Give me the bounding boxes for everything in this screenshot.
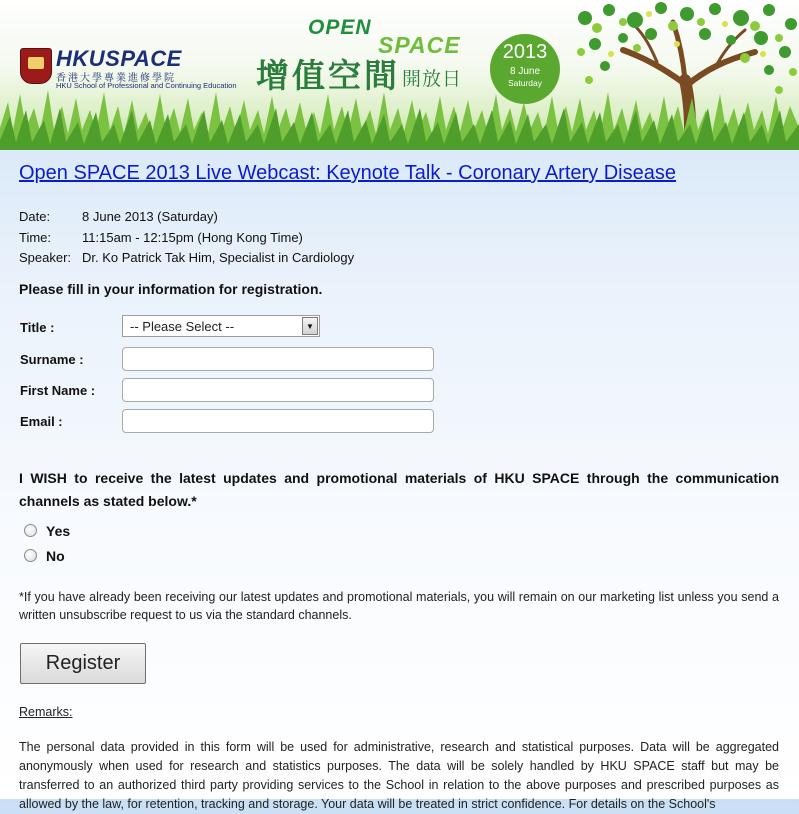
event-time-row — [19, 230, 303, 245]
consent-no-option[interactable] — [24, 548, 65, 564]
logo-english-name: HKU School of Professional and Continuing Education — [56, 81, 237, 90]
consent-question: I WISH to receive the latest updates and promotional materials of HKU SPACE through the communication channels as stated below.* — [19, 470, 779, 509]
email-label: Email : — [20, 414, 63, 429]
title-select[interactable] — [122, 315, 320, 337]
radio-yes[interactable] — [24, 524, 37, 537]
register-button[interactable]: Register — [20, 643, 146, 684]
hku-crest-logo — [20, 48, 52, 84]
badge-date: 8 June — [509, 66, 541, 77]
time-label: Time: — [19, 230, 52, 245]
open-space-logo-open: OPEN — [308, 16, 372, 39]
badge-day: Saturday — [507, 78, 543, 88]
open-space-logo-space: SPACE — [378, 32, 461, 58]
time-value: 11:15am - 12:15pm (Hong Kong Time) — [82, 230, 303, 245]
event-speaker-row — [19, 250, 354, 265]
remarks-label: Remarks: — [19, 705, 73, 719]
registration-heading: Please fill in your information for registration. — [19, 281, 323, 297]
speaker-label: Speaker: — [19, 250, 72, 265]
radio-yes-label: Yes — [46, 523, 71, 539]
first-name-label: First Name : — [20, 383, 96, 398]
title-label: Title : — [20, 320, 55, 335]
webcast-title-link[interactable]: Open SPACE 2013 Live Webcast: Keynote Talk - Coronary Artery Disease — [19, 162, 676, 184]
consent-yes-option[interactable] — [24, 523, 70, 539]
grass-illustration — [0, 80, 799, 150]
date-label: Date: — [19, 209, 51, 224]
logo-chinese-name: 香港大學專業進修學院 — [56, 73, 176, 84]
first-name-input[interactable] — [122, 378, 434, 402]
logo-wordmark: HKUSPACE — [56, 46, 182, 71]
email-input[interactable] — [122, 409, 434, 433]
surname-label: Surname : — [20, 352, 84, 367]
speaker-value: Dr. Ko Patrick Tak Him, Specialist in Cardiology — [82, 250, 355, 265]
title-select-value: -- Please Select -- — [130, 319, 235, 334]
date-value: 8 June 2013 (Saturday) — [82, 209, 218, 224]
open-day-chinese: 開放日 — [402, 69, 463, 90]
slogan-chinese: 增值空間 — [256, 57, 400, 94]
surname-input[interactable] — [122, 347, 434, 371]
badge-year: 2013 — [502, 41, 548, 63]
header-banner — [0, 0, 799, 150]
radio-no-label: No — [46, 548, 65, 564]
remarks-text: The personal data provided in this form will be used for administrative, research and statistical purposes. Data will be aggregated anonymously when used for research and statistics purposes. The data will be solely handled by HKU SPACE staff but may be transferred to an authorized third party providing services to the School in relation to the above purposes and prescribed purposes as allowed by the law, for retention, tracking and storage. Your data will be treated in strict confidence. For details on the School's — [19, 740, 779, 811]
event-date-row — [19, 209, 218, 224]
marketing-note: *If you have already been receiving our latest updates and promotional materials, you will remain on our marketing list unless you send a written unsubscribe request to us via the standard channels. — [19, 590, 779, 622]
dropdown-arrow-icon[interactable]: ▼ — [302, 317, 318, 335]
radio-no[interactable] — [24, 549, 37, 562]
